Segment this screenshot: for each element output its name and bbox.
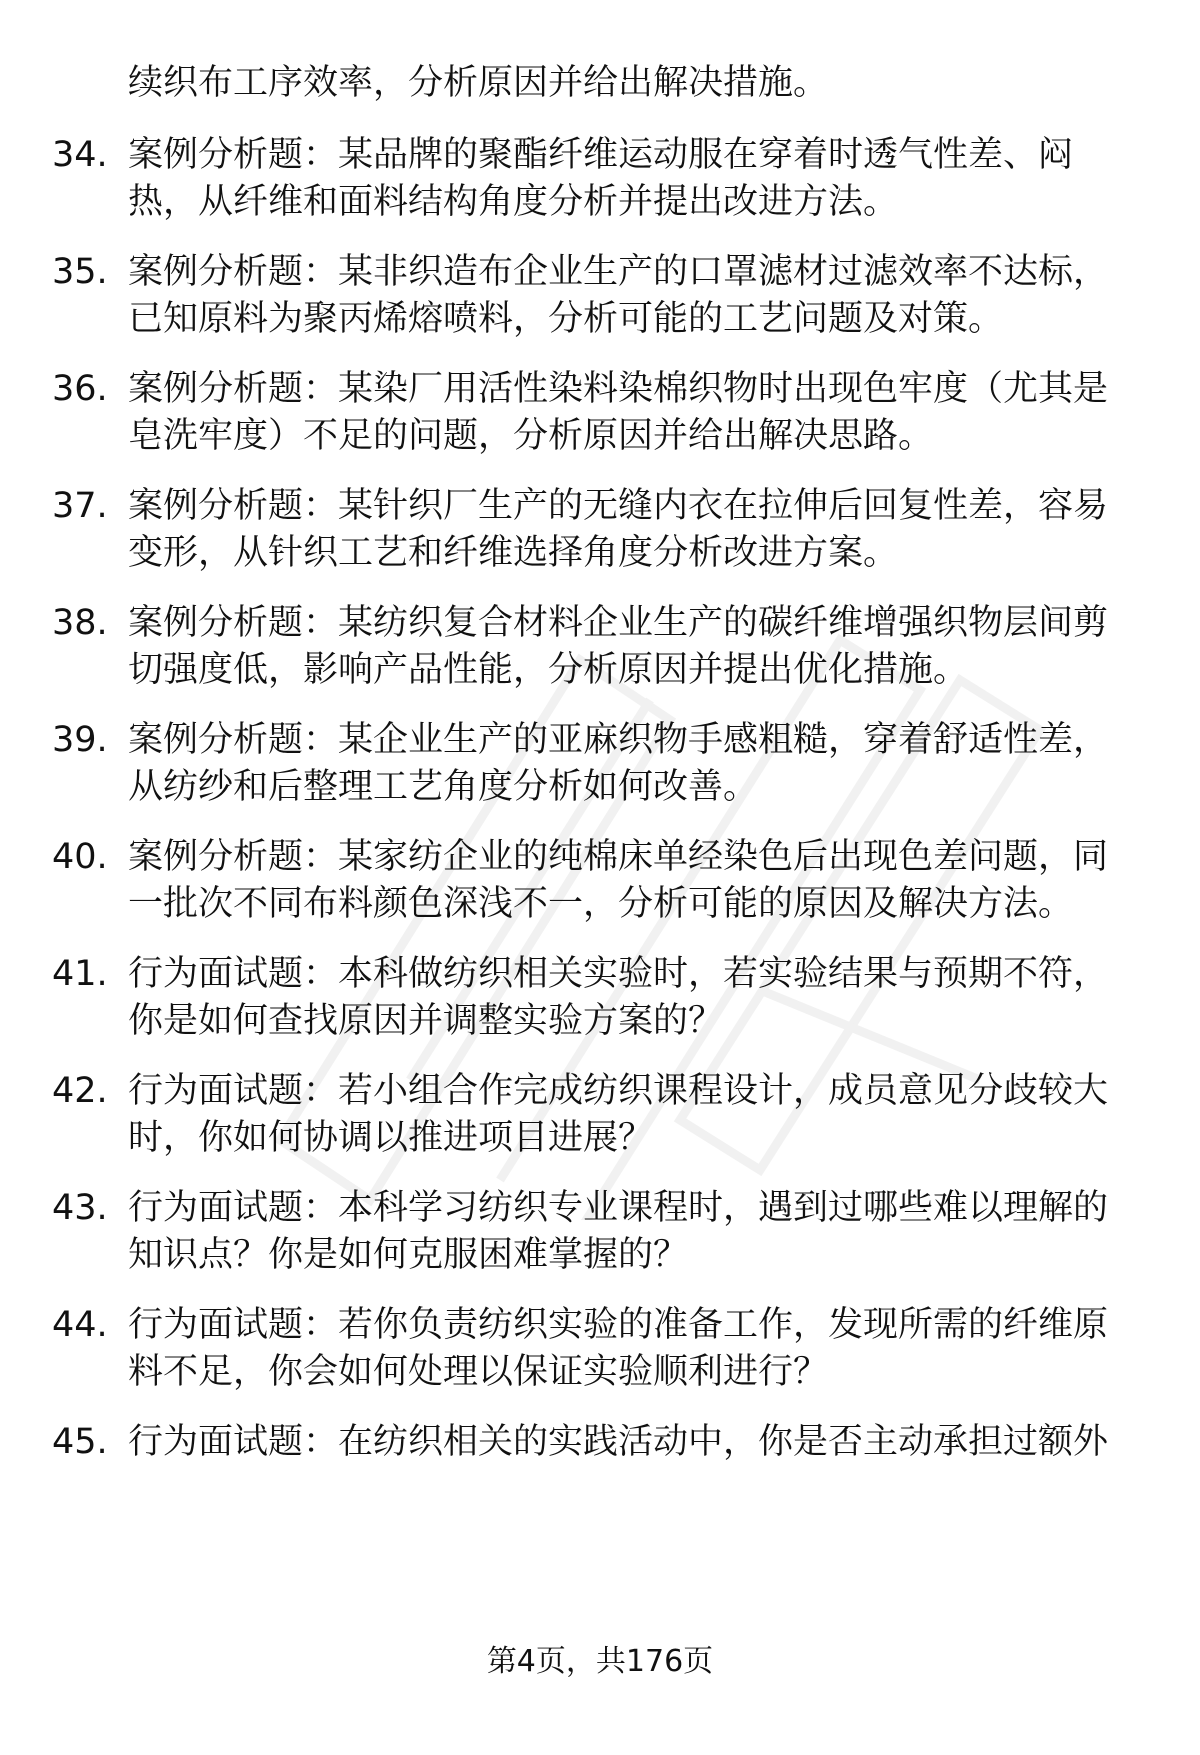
item-text-line: 案例分析题：某非织造布企业生产的口罩滤材过滤效率不达标，: [128, 252, 1109, 292]
item-number: 36.: [52, 369, 108, 409]
list-item: [0, 1417, 1200, 1527]
item-text-line: 时，你如何协调以推进项目进展？: [128, 1118, 654, 1158]
item-text-line: 行为面试题：本科做纺织相关实验时，若实验结果与预期不符，: [128, 954, 1109, 994]
item-number: 41.: [52, 954, 108, 994]
item-text-line: 你是如何查找原因并调整实验方案的？: [128, 1001, 724, 1041]
item-text-line: 案例分析题：某品牌的聚酯纤维运动服在穿着时透气性差、闷: [128, 135, 1074, 175]
item-number: 40.: [52, 837, 108, 877]
item-text-line: 行为面试题：若小组合作完成纺织课程设计，成员意见分歧较大: [128, 1071, 1109, 1111]
item-number: 42.: [52, 1071, 108, 1111]
item-text-line: 案例分析题：某染厂用活性染料染棉织物时出现色牢度（尤其是: [128, 369, 1109, 409]
item-text-line: 案例分析题：某家纺企业的纯棉床单经染色后出现色差问题，同: [128, 837, 1109, 877]
list-item: [0, 949, 1200, 1059]
list-item: [0, 364, 1200, 474]
item-text-line: 行为面试题：在纺织相关的实践活动中，你是否主动承担过额外: [128, 1422, 1109, 1462]
item-number: 44.: [52, 1305, 108, 1345]
item-text-line: 行为面试题：本科学习纺织专业课程时，遇到过哪些难以理解的: [128, 1188, 1109, 1228]
list-item: [0, 1300, 1200, 1410]
item-text-line: 行为面试题：若你负责纺织实验的准备工作，发现所需的纤维原: [128, 1305, 1109, 1345]
item-text-line: 切强度低，影响产品性能，分析原因并提出优化措施。: [128, 650, 969, 690]
item-text-line: 案例分析题：某纺织复合材料企业生产的碳纤维增强织物层间剪: [128, 603, 1109, 643]
item-text-line: 知识点？你是如何克服困难掌握的？: [128, 1235, 689, 1275]
continuation-line: 续织布工序效率，分析原因并给出解决措施。: [128, 63, 829, 103]
item-text-line: 料不足，你会如何处理以保证实验顺利进行？: [128, 1352, 829, 1392]
list-item: [0, 1183, 1200, 1293]
list-item: [0, 1066, 1200, 1176]
page-footer: 第4页，共176页: [486, 1644, 714, 1679]
item-text-line: 已知原料为聚丙烯熔喷料，分析可能的工艺问题及对策。: [128, 299, 1004, 339]
item-text-line: 案例分析题：某针织厂生产的无缝内衣在拉伸后回复性差，容易: [128, 486, 1109, 526]
list-item: [0, 598, 1200, 708]
item-number: 35.: [52, 252, 108, 292]
item-number: 39.: [52, 720, 108, 760]
item-number: 37.: [52, 486, 108, 526]
item-number: 38.: [52, 603, 108, 643]
list-item: [0, 247, 1200, 357]
item-text-line: 热，从纤维和面料结构角度分析并提出改进方法。: [128, 182, 899, 222]
list-item: [0, 715, 1200, 825]
item-number: 45.: [52, 1422, 108, 1462]
item-text-line: 变形，从针织工艺和纤维选择角度分析改进方案。: [128, 533, 899, 573]
list-item: [0, 832, 1200, 942]
item-text-line: 皂洗牢度）不足的问题，分析原因并给出解决思路。: [128, 416, 934, 456]
item-number: 43.: [52, 1188, 108, 1228]
item-number: 34.: [52, 135, 108, 175]
item-text-line: 案例分析题：某企业生产的亚麻织物手感粗糙，穿着舒适性差，: [128, 720, 1109, 760]
list-item: [0, 481, 1200, 591]
item-text-line: 从纺纱和后整理工艺角度分析如何改善。: [128, 767, 759, 807]
list-item: [0, 130, 1200, 240]
item-text-line: 一批次不同布料颜色深浅不一，分析可能的原因及解决方法。: [128, 884, 1074, 924]
